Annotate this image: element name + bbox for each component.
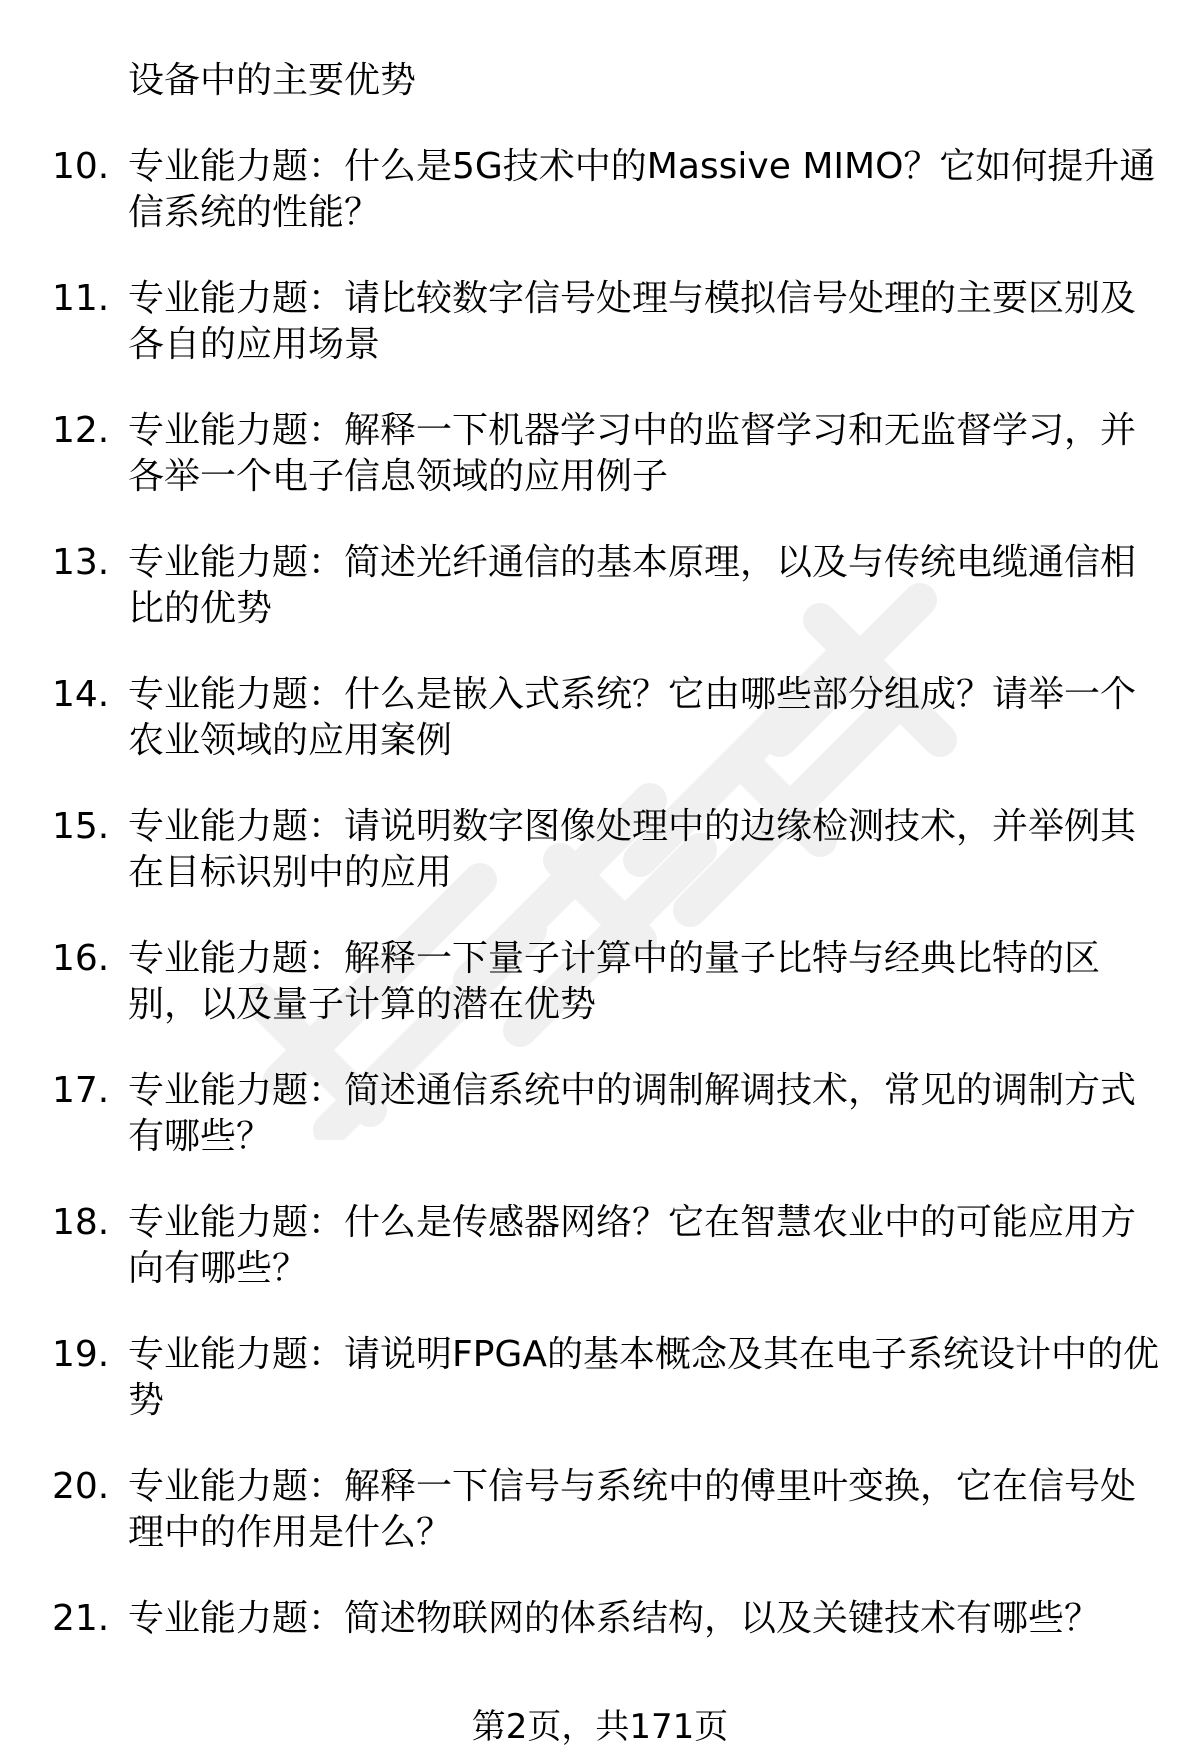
question-number: 21. <box>52 1598 110 1639</box>
question-text-line: 向有哪些？ <box>128 1248 309 1289</box>
page-footer: 第2页，共171页 <box>471 1707 729 1747</box>
question-text <box>128 1596 1158 1642</box>
question-number: 19. <box>52 1334 110 1375</box>
question-text <box>128 804 1158 896</box>
question-text <box>128 540 1158 632</box>
question-text-line: 专业能力题：请说明FPGA的基本概念及其在电子系统设计中的优 <box>128 1334 1159 1375</box>
question-item <box>0 804 1200 936</box>
question-text-line: 专业能力题：简述物联网的体系结构，以及关键技术有哪些？ <box>128 1598 1101 1639</box>
question-item <box>0 144 1200 276</box>
question-item <box>0 276 1200 408</box>
question-text-line: 专业能力题：解释一下机器学习中的监督学习和无监督学习，并 <box>128 410 1137 451</box>
question-number: 17. <box>52 1070 110 1111</box>
question-text <box>128 1332 1158 1424</box>
question-text-line: 势 <box>128 1380 165 1421</box>
question-text-line: 专业能力题：解释一下信号与系统中的傅里叶变换，它在信号处 <box>128 1466 1137 1507</box>
question-item <box>0 1464 1200 1596</box>
question-item <box>0 936 1200 1068</box>
question-item <box>0 1200 1200 1332</box>
question-number: 10. <box>52 146 110 187</box>
question-number: 12. <box>52 410 110 451</box>
question-text-line: 理中的作用是什么？ <box>128 1512 453 1553</box>
question-number: 16. <box>52 938 110 979</box>
question-text-line: 专业能力题：请比较数字信号处理与模拟信号处理的主要区别及 <box>128 278 1137 319</box>
question-text-line: 各自的应用场景 <box>128 324 381 365</box>
question-number: 18. <box>52 1202 110 1243</box>
question-text-line: 别，以及量子计算的潜在优势 <box>128 984 597 1025</box>
question-text <box>128 144 1158 236</box>
question-text <box>128 672 1158 764</box>
question-item <box>0 672 1200 804</box>
question-number: 15. <box>52 806 110 847</box>
question-text-line: 专业能力题：什么是5G技术中的Massive MIMO？它如何提升通 <box>128 146 1156 187</box>
question-text-line: 信系统的性能？ <box>128 192 381 233</box>
question-item <box>0 540 1200 672</box>
question-item <box>0 408 1200 540</box>
question-text <box>128 1464 1158 1556</box>
question-text-line: 各举一个电子信息领域的应用例子 <box>128 456 669 497</box>
question-list <box>0 144 1200 1728</box>
question-item <box>0 1068 1200 1200</box>
continuation-text: 设备中的主要优势 <box>128 60 417 101</box>
question-text-line: 专业能力题：解释一下量子计算中的量子比特与经典比特的区 <box>128 938 1101 979</box>
question-number: 13. <box>52 542 110 583</box>
question-text-line: 有哪些？ <box>128 1116 273 1157</box>
question-text <box>128 408 1158 500</box>
question-text <box>128 936 1158 1028</box>
question-text-line: 农业领域的应用案例 <box>128 720 453 761</box>
question-text-line: 专业能力题：什么是嵌入式系统？它由哪些部分组成？请举一个 <box>128 674 1137 715</box>
question-text-line: 在目标识别中的应用 <box>128 852 453 893</box>
question-text-line: 比的优势 <box>128 588 273 629</box>
question-text-line: 专业能力题：请说明数字图像处理中的边缘检测技术，并举例其 <box>128 806 1137 847</box>
question-text-line: 专业能力题：简述光纤通信的基本原理，以及与传统电缆通信相 <box>128 542 1137 583</box>
question-number: 11. <box>52 278 110 319</box>
question-text <box>128 1068 1158 1160</box>
question-number: 14. <box>52 674 110 715</box>
question-text-line: 专业能力题：什么是传感器网络？它在智慧农业中的可能应用方 <box>128 1202 1137 1243</box>
question-text <box>128 1200 1158 1292</box>
question-text-line: 专业能力题：简述通信系统中的调制解调技术，常见的调制方式 <box>128 1070 1137 1111</box>
question-text <box>128 276 1158 368</box>
question-item <box>0 1332 1200 1464</box>
question-number: 20. <box>52 1466 110 1507</box>
